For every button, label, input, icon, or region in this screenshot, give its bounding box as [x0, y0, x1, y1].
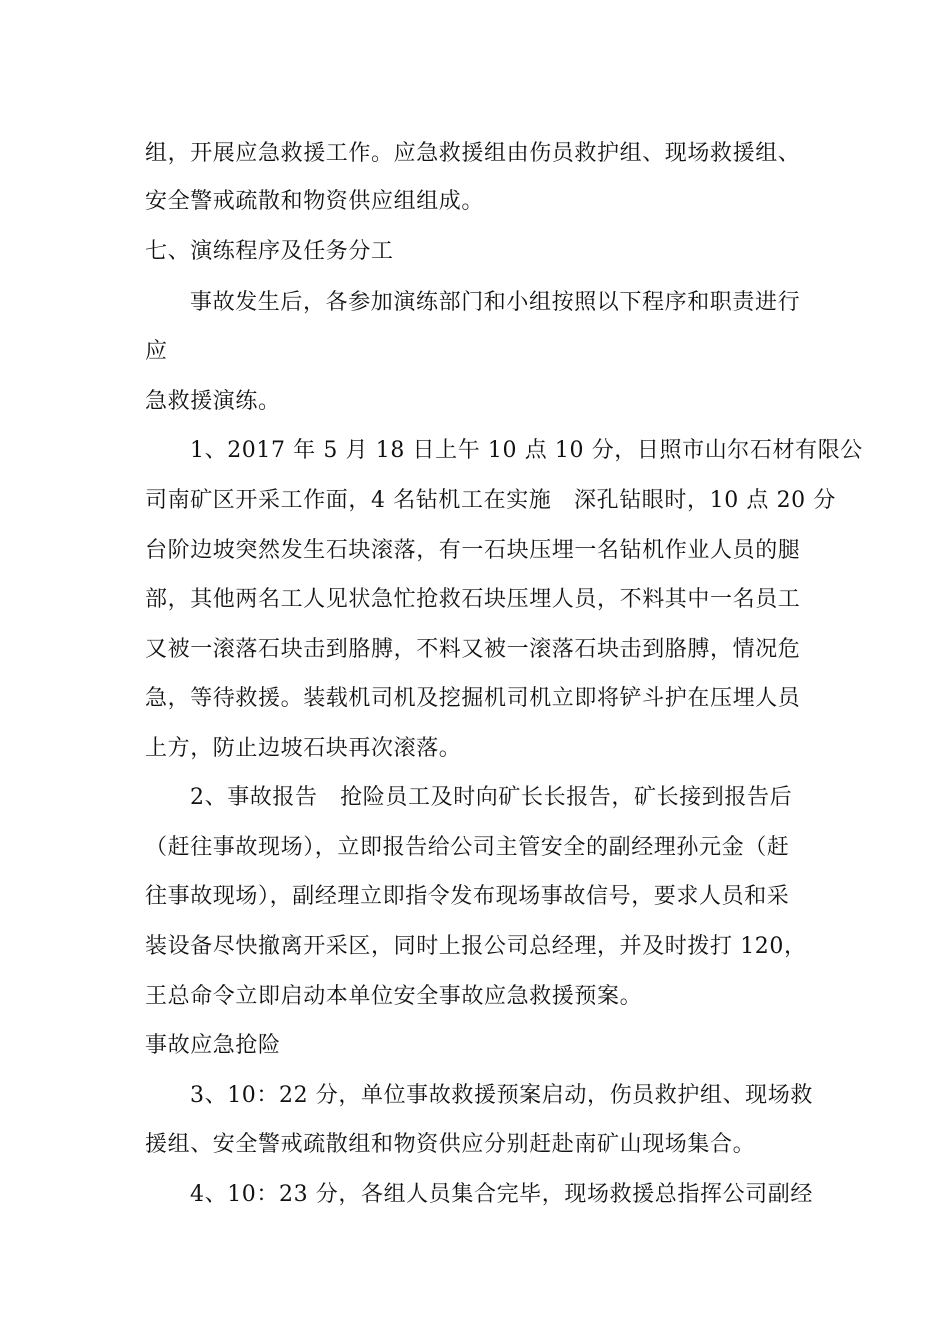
- section-heading: 七、演练程序及任务分工: [145, 239, 394, 264]
- text-line: 应: [145, 339, 168, 364]
- paragraph-start-line: 2、事故报告 抢险员工及时向矿长长报告，矿长接到报告后: [190, 785, 793, 810]
- paragraph-start-line: 4、10：23 分，各组人员集合完毕，现场救援总指挥公司副经: [190, 1182, 813, 1207]
- text-line: 安全警戒疏散和物资供应组组成。: [145, 189, 485, 214]
- text-line: 又被一滚落石块击到胳膊，不料又被一滚落石块击到胳膊，情况危: [145, 637, 801, 662]
- text-line: （赶往事故现场），立即报告给公司主管安全的副经理孙元金（赶: [145, 835, 790, 860]
- text-line: 台阶边坡突然发生石块滚落，有一石块压埋一名钻机作业人员的腿: [145, 538, 801, 563]
- text-line: 援组、安全警戒疏散组和物资供应分别赶赴南矿山现场集合。: [145, 1132, 756, 1157]
- text-line: 王总命令立即启动本单位安全事故应急救援预案。: [145, 984, 643, 1009]
- text-line: 急救援演练。: [145, 389, 281, 414]
- section-heading: 事故应急抢险: [145, 1033, 281, 1058]
- text-line: 装设备尽快撤离开采区，同时上报公司总经理，并及时拨打 120，: [145, 934, 807, 959]
- text-line: 急，等待救援。装载机司机及挖掘机司机立即将铲斗护在压埋人员: [145, 686, 801, 711]
- text-line: 组，开展应急救援工作。应急救援组由伤员救护组、现场救援组、: [145, 141, 801, 166]
- text-line: 部，其他两名工人见状急忙抢救石块压埋人员，不料其中一名员工: [145, 587, 801, 612]
- paragraph-start-line: 1、2017 年 5 月 18 日上午 10 点 10 分，日照市山尔石材有限公: [190, 438, 863, 463]
- text-line: 司南矿区开采工作面，4 名钻机工在实施 深孔钻眼时，10 点 20 分: [145, 488, 836, 513]
- paragraph-start-line: 3、10：22 分，单位事故救援预案启动，伤员救护组、现场救: [190, 1083, 813, 1108]
- text-line: 上方，防止边坡石块再次滚落。: [145, 736, 462, 761]
- paragraph-start-line: 事故发生后，各参加演练部门和小组按照以下程序和职责进行: [190, 290, 801, 315]
- text-line: 往事故现场），副经理立即指令发布现场事故信号，要求人员和采: [145, 884, 790, 909]
